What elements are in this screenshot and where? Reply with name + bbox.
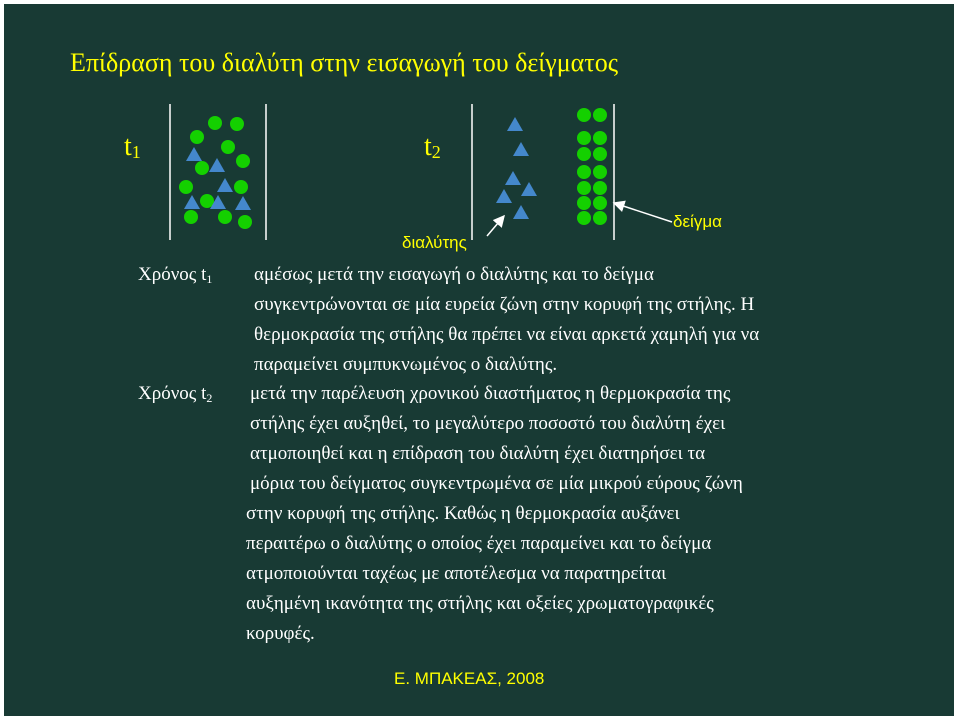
solvent-molecule bbox=[186, 147, 202, 161]
sample-molecule bbox=[184, 210, 198, 224]
sample-molecule bbox=[593, 181, 607, 195]
time1-line: παραμείνει συμπυκνωμένος ο διαλύτης. bbox=[254, 354, 558, 375]
solvent-molecule bbox=[513, 205, 529, 219]
time1-line: αμέσως μετά την εισαγωγή ο διαλύτης και το δείγμα bbox=[254, 264, 654, 285]
time1-label bbox=[138, 264, 212, 287]
solvent-molecule bbox=[507, 117, 523, 131]
time2-label-sub: 2 bbox=[206, 391, 213, 405]
time2-line: στην κορυφή της στήλης. Καθώς η θερμοκρασία αυξάνει bbox=[246, 503, 680, 524]
sample-molecule bbox=[195, 161, 209, 175]
slide bbox=[4, 4, 954, 716]
slide-title: Επίδραση του διαλύτη στην εισαγωγή του δείγματος bbox=[70, 48, 619, 77]
sample-molecule bbox=[238, 215, 252, 229]
time2-line: ατμοποιούνται ταχέως με αποτέλεσμα να παρατηρείται bbox=[246, 563, 667, 584]
time1-label-text: Χρόνος t bbox=[138, 264, 207, 285]
t2-sub: 2 bbox=[431, 142, 441, 162]
solvent-molecule bbox=[505, 171, 521, 185]
sample-molecule bbox=[593, 211, 607, 225]
time2-line: στήλης έχει αυξηθεί, το μεγαλύτερο ποσοστό του διαλύτη έχει bbox=[250, 413, 726, 434]
column1-molecules bbox=[179, 116, 252, 229]
sample-molecule bbox=[577, 211, 591, 225]
sample-molecule bbox=[577, 196, 591, 210]
t1-sub: 1 bbox=[131, 142, 141, 162]
sample-molecule bbox=[190, 130, 204, 144]
time2-line: αυξημένη ικανότητα της στήλης και οξείες χρωματογραφικές bbox=[246, 593, 714, 614]
solvent-molecule bbox=[217, 178, 233, 192]
sample-label: δείγμα bbox=[673, 212, 722, 231]
time1-line: θερμοκρασία της στήλης θα πρέπει να είναι αρκετά χαμηλή για να bbox=[254, 324, 760, 345]
time1-line: συγκεντρώνονται σε μία ευρεία ζώνη στην κορυφή της στήλης. Η bbox=[254, 294, 755, 315]
sample-molecule bbox=[208, 116, 222, 130]
solvent-molecule bbox=[521, 182, 537, 196]
time2-label-text: Χρόνος t bbox=[138, 383, 207, 404]
time2-line: περαιτέρω ο διαλύτης ο οποίος έχει παραμείνει και το δείγμα bbox=[246, 533, 712, 554]
solvent-molecule bbox=[496, 189, 512, 203]
t1-base: t bbox=[124, 131, 132, 162]
column-diagram bbox=[4, 4, 954, 264]
sample-molecule bbox=[230, 117, 244, 131]
time2-label bbox=[138, 383, 212, 406]
sample-molecule bbox=[218, 210, 232, 224]
sample-molecule bbox=[577, 165, 591, 179]
sample-molecule bbox=[577, 147, 591, 161]
sample-molecule bbox=[234, 180, 248, 194]
time1-label-sub: 1 bbox=[206, 272, 213, 286]
sample-molecule bbox=[577, 108, 591, 122]
time2-line: μόρια του δείγματος συγκεντρωμένα σε μία μικρού εύρους ζώνη bbox=[250, 473, 743, 494]
solvent-molecule bbox=[184, 195, 200, 209]
solvent-molecule bbox=[513, 142, 529, 156]
solvent-label: διαλύτης bbox=[402, 233, 467, 252]
sample-molecule bbox=[179, 180, 193, 194]
sample-molecule bbox=[593, 108, 607, 122]
time2-line: ατμοποιηθεί και η επίδραση του διαλύτη έχει διατηρήσει τα bbox=[250, 443, 706, 464]
sample-molecule bbox=[577, 181, 591, 195]
column2-molecules bbox=[496, 108, 607, 225]
solvent-molecule bbox=[235, 196, 251, 210]
sample-arrow bbox=[614, 203, 672, 222]
sample-molecule bbox=[221, 140, 235, 154]
time2-line: κορυφές. bbox=[246, 623, 315, 644]
t2-base: t bbox=[424, 131, 432, 162]
footer-credit: Ε. ΜΠΑΚΕΑΣ, 2008 bbox=[394, 669, 545, 688]
sample-molecule bbox=[593, 165, 607, 179]
sample-molecule bbox=[593, 147, 607, 161]
time2-line: μετά την παρέλευση χρονικού διαστήματος η θερμοκρασία της bbox=[250, 383, 731, 404]
sample-molecule bbox=[593, 196, 607, 210]
solvent-molecule bbox=[209, 158, 225, 172]
solvent-arrow bbox=[487, 216, 504, 236]
sample-molecule bbox=[577, 131, 591, 145]
sample-molecule bbox=[593, 131, 607, 145]
sample-molecule bbox=[236, 154, 250, 168]
